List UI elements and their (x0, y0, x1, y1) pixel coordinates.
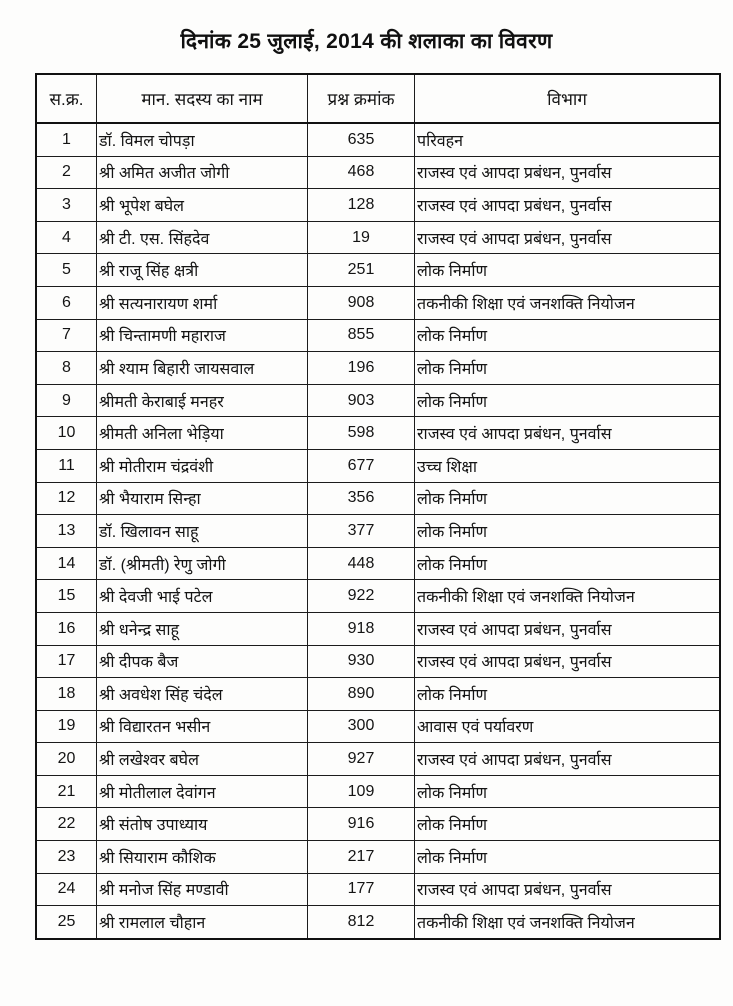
member-name-cell: श्री राजू सिंह क्षत्री (97, 254, 308, 287)
serial-number-cell: 2 (36, 156, 97, 189)
question-number-cell: 930 (308, 645, 415, 678)
column-header-member-name: मान. सदस्य का नाम (97, 74, 308, 123)
department-cell: लोक निर्माण (415, 775, 721, 808)
serial-number-cell: 15 (36, 580, 97, 613)
question-number-cell: 903 (308, 384, 415, 417)
table-row (36, 384, 720, 417)
department-cell: राजस्व एवं आपदा प्रबंधन, पुनर्वास (415, 189, 721, 222)
table-row (36, 873, 720, 906)
column-header-department: विभाग (415, 74, 721, 123)
member-name-cell: श्री अमित अजीत जोगी (97, 156, 308, 189)
question-number-cell: 598 (308, 417, 415, 450)
serial-number-cell: 4 (36, 221, 97, 254)
table-row (36, 808, 720, 841)
department-cell: तकनीकी शिक्षा एवं जनशक्ति नियोजन (415, 580, 721, 613)
department-cell: लोक निर्माण (415, 547, 721, 580)
serial-number-cell: 9 (36, 384, 97, 417)
serial-number-cell: 24 (36, 873, 97, 906)
question-number-cell: 918 (308, 612, 415, 645)
table-row (36, 254, 720, 287)
question-number-cell: 448 (308, 547, 415, 580)
department-cell: राजस्व एवं आपदा प्रबंधन, पुनर्वास (415, 873, 721, 906)
member-name-cell: श्री अवधेश सिंह चंदेल (97, 678, 308, 711)
table-row (36, 482, 720, 515)
serial-number-cell: 3 (36, 189, 97, 222)
question-number-cell: 908 (308, 286, 415, 319)
table-row (36, 189, 720, 222)
department-cell: उच्च शिक्षा (415, 449, 721, 482)
table-row (36, 710, 720, 743)
serial-number-cell: 17 (36, 645, 97, 678)
department-cell: लोक निर्माण (415, 841, 721, 874)
serial-number-cell: 23 (36, 841, 97, 874)
department-cell: लोक निर्माण (415, 515, 721, 548)
member-name-cell: श्री दीपक बैज (97, 645, 308, 678)
question-number-cell: 468 (308, 156, 415, 189)
table-row (36, 319, 720, 352)
member-name-cell: श्री सत्यनारायण शर्मा (97, 286, 308, 319)
department-cell: राजस्व एवं आपदा प्रबंधन, पुनर्वास (415, 612, 721, 645)
serial-number-cell: 11 (36, 449, 97, 482)
table-row (36, 678, 720, 711)
column-header-question-number: प्रश्न क्रमांक (308, 74, 415, 123)
serial-number-cell: 12 (36, 482, 97, 515)
department-cell: राजस्व एवं आपदा प्रबंधन, पुनर्वास (415, 417, 721, 450)
question-number-cell: 677 (308, 449, 415, 482)
question-number-cell: 916 (308, 808, 415, 841)
member-name-cell: श्री देवजी भाई पटेल (97, 580, 308, 613)
serial-number-cell: 16 (36, 612, 97, 645)
member-name-cell: श्रीमती केराबाई मनहर (97, 384, 308, 417)
table-body (36, 123, 720, 939)
question-number-cell: 635 (308, 123, 415, 156)
serial-number-cell: 7 (36, 319, 97, 352)
department-cell: तकनीकी शिक्षा एवं जनशक्ति नियोजन (415, 286, 721, 319)
department-cell: लोक निर्माण (415, 254, 721, 287)
serial-number-cell: 5 (36, 254, 97, 287)
question-number-cell: 927 (308, 743, 415, 776)
department-cell: लोक निर्माण (415, 319, 721, 352)
table-row (36, 612, 720, 645)
question-number-cell: 19 (308, 221, 415, 254)
table-row (36, 580, 720, 613)
department-cell: राजस्व एवं आपदा प्रबंधन, पुनर्वास (415, 156, 721, 189)
department-cell: लोक निर्माण (415, 678, 721, 711)
question-number-cell: 377 (308, 515, 415, 548)
department-cell: तकनीकी शिक्षा एवं जनशक्ति नियोजन (415, 906, 721, 939)
member-name-cell: श्री श्याम बिहारी जायसवाल (97, 352, 308, 385)
serial-number-cell: 1 (36, 123, 97, 156)
table-row (36, 221, 720, 254)
table-row (36, 417, 720, 450)
serial-number-cell: 8 (36, 352, 97, 385)
question-number-cell: 217 (308, 841, 415, 874)
department-cell: आवास एवं पर्यावरण (415, 710, 721, 743)
serial-number-cell: 18 (36, 678, 97, 711)
column-header-serial-number: स.क्र. (36, 74, 97, 123)
question-number-cell: 109 (308, 775, 415, 808)
table-row (36, 743, 720, 776)
member-name-cell: श्री संतोष उपाध्याय (97, 808, 308, 841)
member-name-cell: श्री मोतीराम चंद्रवंशी (97, 449, 308, 482)
table-row (36, 775, 720, 808)
department-cell: राजस्व एवं आपदा प्रबंधन, पुनर्वास (415, 221, 721, 254)
department-cell: लोक निर्माण (415, 808, 721, 841)
table-row (36, 547, 720, 580)
serial-number-cell: 6 (36, 286, 97, 319)
department-cell: राजस्व एवं आपदा प्रबंधन, पुनर्वास (415, 743, 721, 776)
question-number-cell: 196 (308, 352, 415, 385)
department-cell: लोक निर्माण (415, 384, 721, 417)
member-name-cell: श्री धनेन्द्र साहू (97, 612, 308, 645)
table-row (36, 286, 720, 319)
table-row (36, 352, 720, 385)
member-name-cell: श्री टी. एस. सिंहदेव (97, 221, 308, 254)
member-name-cell: श्री विद्यारतन भसीन (97, 710, 308, 743)
serial-number-cell: 14 (36, 547, 97, 580)
serial-number-cell: 25 (36, 906, 97, 939)
member-name-cell: श्रीमती अनिला भेड़िया (97, 417, 308, 450)
member-name-cell: श्री लखेश्वर बघेल (97, 743, 308, 776)
page-title: दिनांक 25 जुलाई, 2014 की शलाका का विवरण (180, 30, 553, 53)
member-name-cell: डॉ. विमल चोपड़ा (97, 123, 308, 156)
department-cell: लोक निर्माण (415, 352, 721, 385)
serial-number-cell: 10 (36, 417, 97, 450)
question-number-cell: 922 (308, 580, 415, 613)
serial-number-cell: 21 (36, 775, 97, 808)
question-number-cell: 128 (308, 189, 415, 222)
header-row (36, 74, 720, 123)
question-number-cell: 356 (308, 482, 415, 515)
table-row (36, 906, 720, 939)
member-name-cell: श्री भैयाराम सिन्हा (97, 482, 308, 515)
department-cell: लोक निर्माण (415, 482, 721, 515)
question-number-cell: 890 (308, 678, 415, 711)
member-name-cell: श्री चिन्तामणी महाराज (97, 319, 308, 352)
serial-number-cell: 20 (36, 743, 97, 776)
member-name-cell: श्री मोतीलाल देवांगन (97, 775, 308, 808)
table-row (36, 645, 720, 678)
table-row (36, 449, 720, 482)
department-cell: परिवहन (415, 123, 721, 156)
question-number-cell: 251 (308, 254, 415, 287)
serial-number-cell: 19 (36, 710, 97, 743)
department-cell: राजस्व एवं आपदा प्रबंधन, पुनर्वास (415, 645, 721, 678)
table-row (36, 123, 720, 156)
member-name-cell: श्री मनोज सिंह मण्डावी (97, 873, 308, 906)
shalaka-details-table (35, 73, 721, 940)
member-name-cell: श्री रामलाल चौहान (97, 906, 308, 939)
question-number-cell: 300 (308, 710, 415, 743)
question-number-cell: 855 (308, 319, 415, 352)
table-row (36, 841, 720, 874)
member-name-cell: डॉ. खिलावन साहू (97, 515, 308, 548)
table-row (36, 156, 720, 189)
question-number-cell: 812 (308, 906, 415, 939)
table-row (36, 515, 720, 548)
member-name-cell: श्री भूपेश बघेल (97, 189, 308, 222)
member-name-cell: डॉ. (श्रीमती) रेणु जोगी (97, 547, 308, 580)
serial-number-cell: 22 (36, 808, 97, 841)
member-name-cell: श्री सियाराम कौशिक (97, 841, 308, 874)
serial-number-cell: 13 (36, 515, 97, 548)
question-number-cell: 177 (308, 873, 415, 906)
